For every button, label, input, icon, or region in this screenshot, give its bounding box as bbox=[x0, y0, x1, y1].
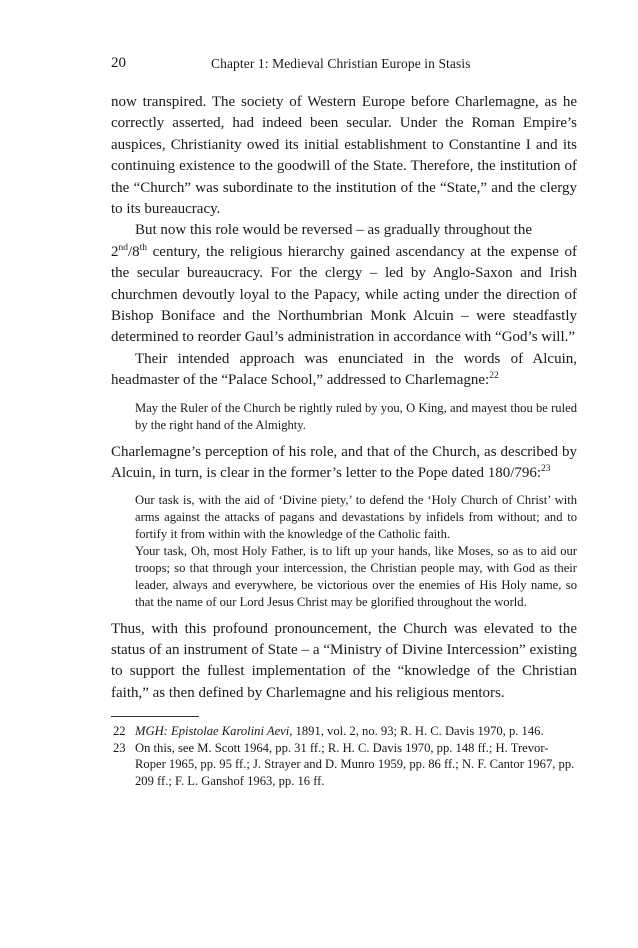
footnote bbox=[111, 740, 577, 790]
ordinal-number: /8 bbox=[128, 243, 140, 260]
footnote-italic-title: MGH: Epistolae Karolini Aevi, bbox=[135, 724, 293, 739]
running-head: Chapter 1: Medieval Christian Europe in Stasis bbox=[211, 56, 471, 71]
quote-text: Your task, Oh, most Holy Father, is to lift up your hands, like Moses, so as to aid our troops; so that through your intercession, the Christian people may, with God as their leader, always and everywhere, be victorious over the enemies of His Holy name, so that the name of our Lord Jesus Christ may be glorified throughout the world. bbox=[135, 544, 577, 609]
ordinal-number: 2 bbox=[111, 243, 119, 260]
block-quote bbox=[135, 400, 577, 434]
page-number: 20 bbox=[111, 55, 126, 71]
quote-text: May the Ruler of the Church be rightly ruled by you, O King, and mayest thou be ruled by the right hand of the Almighty. bbox=[135, 400, 577, 432]
paragraph: now transpired. The society of Western Europe before Charlemagne, as he correctly asserted, had indeed been secular. Under the Roman Empire’s auspices, Christianity owed its initial establishment to Constantine I and its continuing existence to the goodwill of the State. Therefore, the institution of the “Church” was subordinate to the institution of the “State,” and the clergy to its bureaucracy. bbox=[111, 94, 577, 218]
footnote-citation: On this, see M. Scott 1964, pp. 31 ff.; R. H. C. Davis 1970, pp. 148 ff.; H. Trevor-Roper 1965, pp. 95 ff.; J. Strayer and D. Munro 1959, pp. 86 ff.; N. F. Cantor 1967, pp. 209 ff.; F. L. Ganshof 1963, pp. 16 ff. bbox=[135, 740, 575, 789]
ordinal-suffix: th bbox=[139, 242, 148, 253]
footnote-number: 23 bbox=[113, 740, 126, 755]
footnote-marker[interactable]: 23 bbox=[541, 463, 551, 474]
footnote-marker[interactable]: 22 bbox=[489, 371, 499, 382]
footnote-rule bbox=[111, 716, 199, 717]
paragraph-text: century, the religious hierarchy gained ascendancy at the expense of the secular bureaucracy. For the clergy – led by Anglo-Saxon and Irish churchmen devoutly loyal to the Papacy, while acting under the direction of Bishop Boniface and the Northumbrian Monk Alcuin – were steadfastly determined to reorder Gaul’s administration in accordance with “God’s will.” bbox=[111, 243, 577, 346]
footnote-citation: 1891, vol. 2, no. 93; R. H. C. Davis 1970, p. 146. bbox=[292, 724, 544, 739]
page-body bbox=[111, 92, 577, 790]
paragraph-text: But now this role would be reversed – as gradually throughout the bbox=[135, 222, 533, 239]
paragraph bbox=[111, 442, 577, 485]
paragraph-text: Their intended approach was enunciated in the words of Alcuin, headmaster of the “Palace School,” addressed to Charlemagne: bbox=[111, 350, 577, 389]
footnote-number: 22 bbox=[113, 724, 126, 739]
block-quote bbox=[135, 492, 577, 610]
ordinal-suffix: nd bbox=[118, 242, 128, 253]
paragraph: Thus, with this profound pronouncement, the Church was elevated to the status of an instrument of State – a “Ministry of Divine Intercession” existing to support the fullest implementation of the “knowledge of the Christian faith,” as then defined by Charlemagne and his religious mentors. bbox=[111, 620, 577, 701]
quote-text: Our task is, with the aid of ‘Divine piety,’ to defend the ‘Holy Church of Christ’ with arms against the attacks of pagans and devastations by infidels from without; and to fortify it from within with the knowledge of the Catholic faith. bbox=[135, 493, 577, 542]
page-header bbox=[111, 55, 577, 77]
paragraph bbox=[111, 220, 577, 348]
paragraph-text: Charlemagne’s perception of his role, and that of the Church, as described by Alcuin, in turn, is clear in the former’s letter to the Pope dated 180/796: bbox=[111, 443, 577, 481]
paragraph bbox=[111, 349, 577, 392]
footnote-text bbox=[135, 723, 577, 740]
footnote bbox=[111, 723, 577, 740]
footnote-text bbox=[135, 740, 577, 790]
